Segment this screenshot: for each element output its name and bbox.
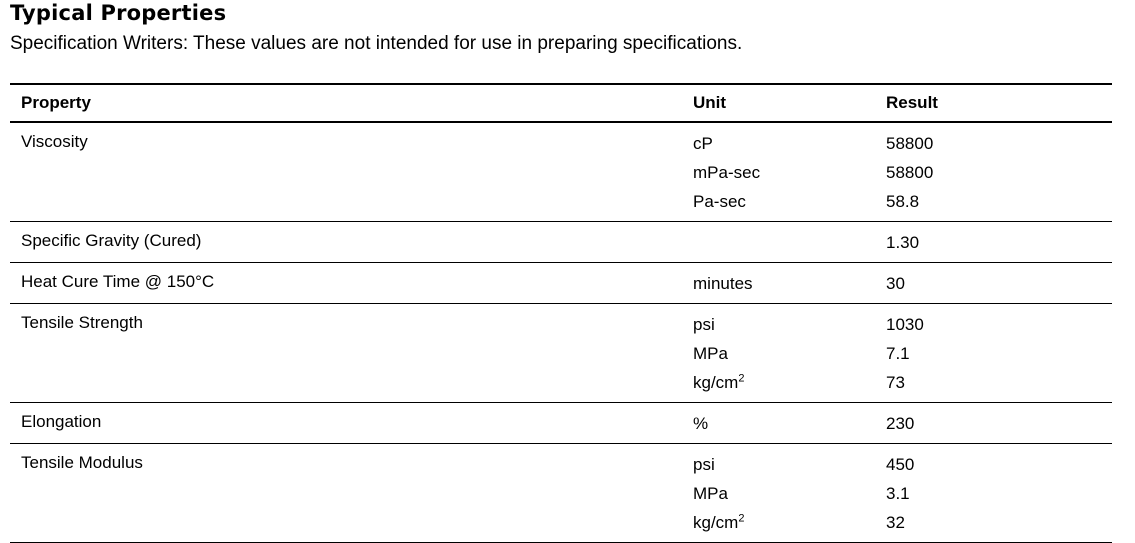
column-header-result: Result: [886, 93, 938, 112]
unit-value: MPa: [693, 344, 728, 363]
property-cell: Heat Cure Time @ 150°C: [21, 272, 215, 291]
property-cell: Elongation: [21, 412, 102, 431]
column-header-unit: Unit: [693, 93, 727, 112]
result-value: 7.1: [886, 344, 910, 363]
property-cell: Specific Gravity (Cured): [21, 231, 202, 250]
table-header: [10, 84, 1112, 122]
unit-value: [693, 368, 875, 397]
table-row: [10, 403, 1112, 444]
column-header-property: Property: [21, 93, 91, 112]
unit-value: minutes: [693, 274, 753, 293]
page-title: Typical Properties: [10, 1, 227, 25]
unit-value: %: [693, 414, 709, 433]
unit-cell: [682, 304, 875, 403]
unit-cell: [682, 403, 875, 444]
result-cell: [875, 263, 1112, 304]
result-cell: [875, 122, 1112, 222]
result-value: 230: [886, 414, 915, 433]
unit-value: mPa-sec: [693, 163, 761, 182]
result-value: 1030: [886, 315, 924, 334]
table-row: [10, 263, 1112, 304]
result-value: 58.8: [886, 192, 920, 211]
result-cell: [875, 304, 1112, 403]
property-cell: Tensile Strength: [21, 313, 143, 332]
result-value: 73: [886, 373, 905, 392]
unit-superscript: 2: [738, 372, 745, 385]
result-cell: [875, 222, 1112, 263]
unit-value: [693, 228, 875, 257]
result-value: 58800: [886, 163, 934, 182]
properties-table-container: [10, 83, 1112, 543]
property-cell: Viscosity: [21, 132, 88, 151]
result-value: 450: [886, 455, 915, 474]
result-cell: [875, 403, 1112, 444]
unit-base: kg/cm: [693, 373, 739, 392]
result-value: 1.30: [886, 233, 920, 252]
table-row: [10, 122, 1112, 222]
page-subtitle: Specification Writers: These values are not intended for use in preparing specifications.: [10, 33, 743, 54]
properties-table: [10, 83, 1112, 543]
table-body: [10, 122, 1112, 543]
unit-value: psi: [693, 315, 715, 334]
table-header-row: [10, 84, 1112, 122]
result-value: 3.1: [886, 484, 910, 503]
unit-value: MPa: [693, 484, 728, 503]
unit-value: Pa-sec: [693, 192, 746, 211]
unit-value: [693, 508, 875, 537]
unit-value: psi: [693, 455, 715, 474]
unit-cell: [682, 263, 875, 304]
table-row: [10, 222, 1112, 263]
result-value: 58800: [886, 134, 934, 153]
unit-superscript: 2: [738, 512, 745, 525]
table-row: [10, 304, 1112, 403]
result-value: 30: [886, 274, 905, 293]
unit-cell: [682, 122, 875, 222]
unit-value: cP: [693, 134, 713, 153]
result-value: 32: [886, 513, 905, 532]
unit-base: kg/cm: [693, 513, 739, 532]
unit-cell: [682, 222, 875, 263]
property-cell: Tensile Modulus: [21, 453, 143, 472]
